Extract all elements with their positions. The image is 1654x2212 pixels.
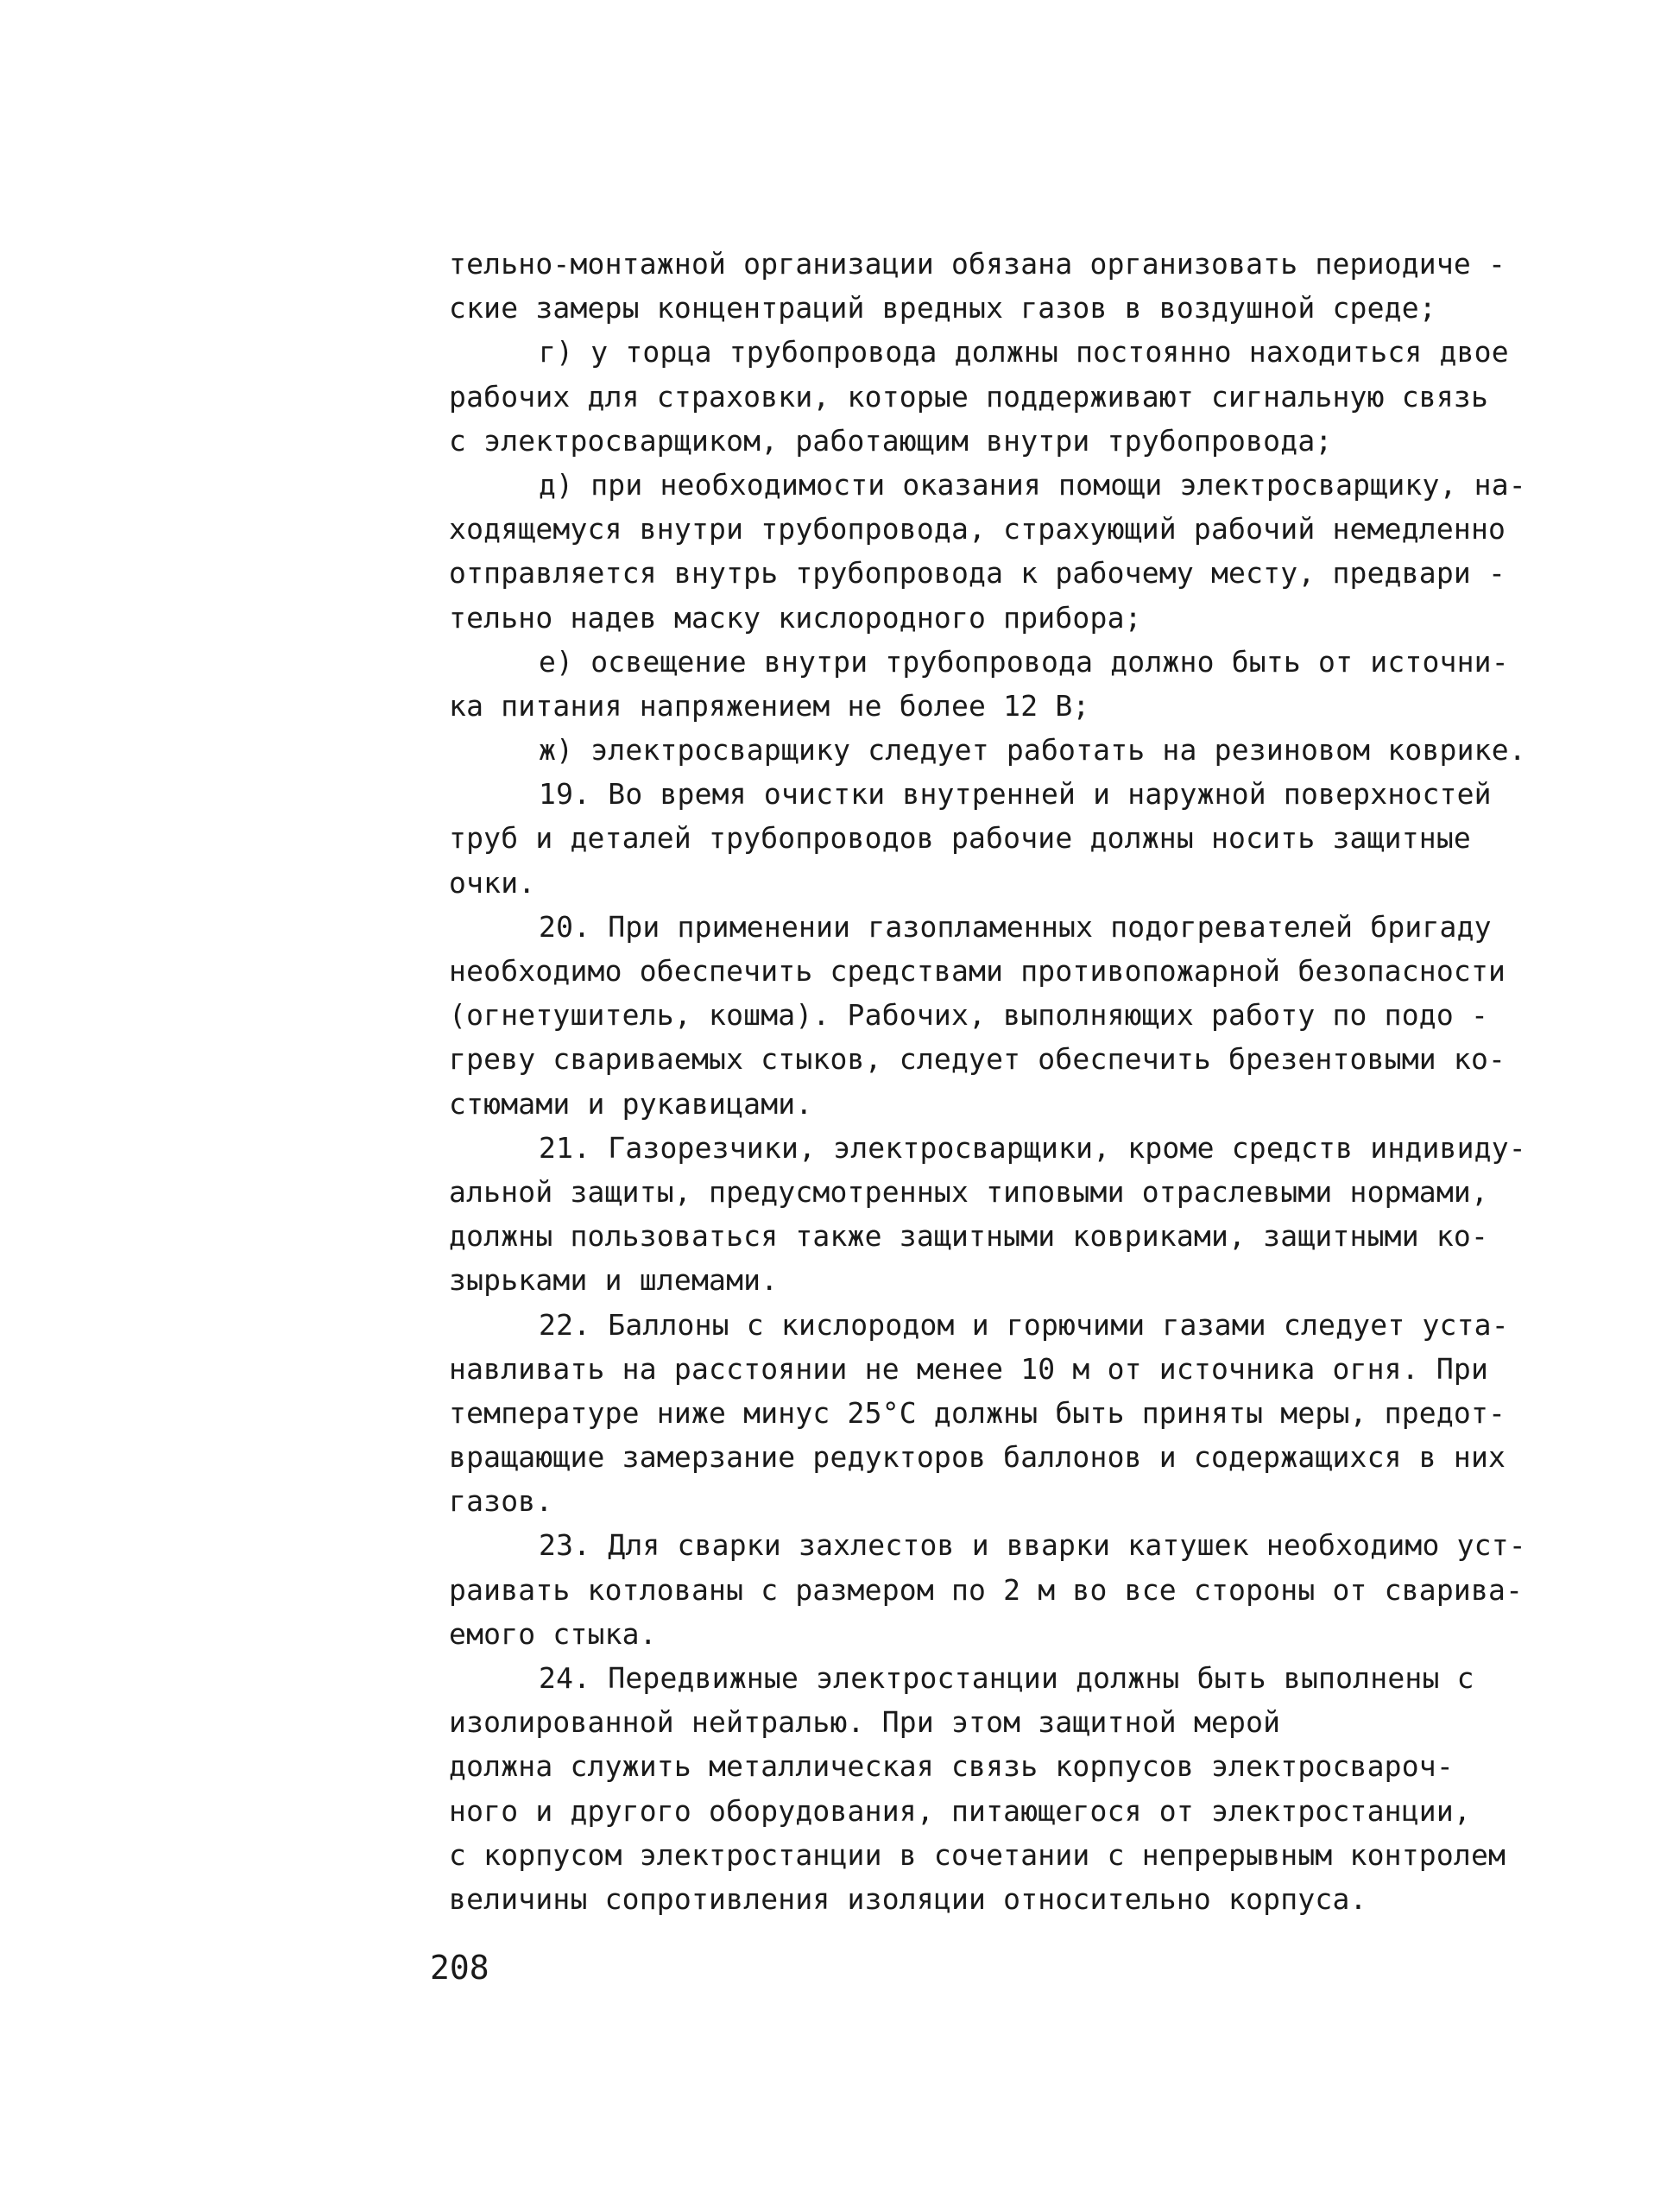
text-line: 22. Баллоны с кислородом и горючими газами следует уста- xyxy=(539,1307,1509,1342)
text-line: с электросварщиком, работающим внутри трубопровода; xyxy=(449,423,1333,458)
text-line: ного и другого оборудования, питающегося от электростанции, xyxy=(449,1793,1471,1828)
text-line: греву свариваемых стыков, следует обеспечить брезентовыми ко- xyxy=(449,1042,1506,1077)
text-line: ка питания напряжением не более 12 В; xyxy=(449,688,1090,723)
text-line: г) у торца трубопровода должны постоянно находиться двое xyxy=(539,335,1509,370)
text-line: должна служить металлическая связь корпусов электросвароч- xyxy=(449,1749,1454,1784)
text-line: ские замеры концентраций вредных газов в воздушной среде; xyxy=(449,291,1436,325)
text-line: д) при необходимости оказания помощи электросварщику, на- xyxy=(539,467,1526,502)
text-line: очки. xyxy=(449,865,536,900)
body-text xyxy=(449,242,1571,1921)
text-line: изолированной нейтралью. При этом защитной мерой xyxy=(449,1705,1281,1740)
text-line: необходимо обеспечить средствами противопожарной безопасности xyxy=(449,954,1506,988)
text-line: должны пользоваться также защитными ковриками, защитными ко- xyxy=(449,1219,1489,1254)
text-line: рабочих для страховки, которые поддерживают сигнальную связь xyxy=(449,379,1489,414)
text-line: ходящемуся внутри трубопровода, страхующий рабочий немедленно xyxy=(449,512,1506,547)
text-line: отправляется внутрь трубопровода к рабочему месту, предвари - xyxy=(449,556,1506,591)
text-line: стюмами и рукавицами. xyxy=(449,1086,813,1121)
text-line: труб и деталей трубопроводов рабочие должны носить защитные xyxy=(449,821,1471,856)
text-line: 23. Для сварки захлестов и вварки катушек необходимо уст- xyxy=(539,1528,1526,1563)
text-line: (огнетушитель, кошма). Рабочих, выполняющих работу по подо - xyxy=(449,998,1489,1033)
page-number: 208 xyxy=(430,1949,489,1987)
text-line: вращающие замерзание редукторов баллонов и содержащихся в них xyxy=(449,1440,1506,1475)
text-line: е) освещение внутри трубопровода должно быть от источни- xyxy=(539,644,1509,679)
text-line: 21. Газорезчики, электросварщики, кроме средств индивиду- xyxy=(539,1130,1526,1165)
text-line: альной защиты, предусмотренных типовыми отраслевыми нормами, xyxy=(449,1174,1489,1209)
text-line: температуре ниже минус 25°С должны быть приняты меры, предот- xyxy=(449,1395,1506,1430)
text-line: емого стыка. xyxy=(449,1616,657,1651)
text-line: тельно надев маску кислородного прибора; xyxy=(449,600,1142,635)
text-line: 20. При применении газопламенных подогревателей бригаду xyxy=(539,909,1492,944)
text-line: 19. Во время очистки внутренней и наружной поверхностей xyxy=(539,777,1492,812)
text-line: раивать котлованы с размером по 2 м во все стороны от сварива- xyxy=(449,1572,1524,1607)
text-line: газов. xyxy=(449,1484,553,1519)
text-line: навливать на расстоянии не менее 10 м от источника огня. При xyxy=(449,1351,1489,1386)
text-line: ж) электросварщику следует работать на резиновом коврике. xyxy=(539,733,1526,768)
text-line: 24. Передвижные электростанции должны быть выполнены с xyxy=(539,1661,1474,1695)
text-line: тельно-монтажной организации обязана организовать периодиче - xyxy=(449,247,1506,281)
text-line: с корпусом электростанции в сочетании с непрерывным контролем xyxy=(449,1837,1506,1872)
text-line: величины сопротивления изоляции относительно корпуса. xyxy=(449,1881,1367,1916)
text-line: зырьками и шлемами. xyxy=(449,1263,779,1298)
